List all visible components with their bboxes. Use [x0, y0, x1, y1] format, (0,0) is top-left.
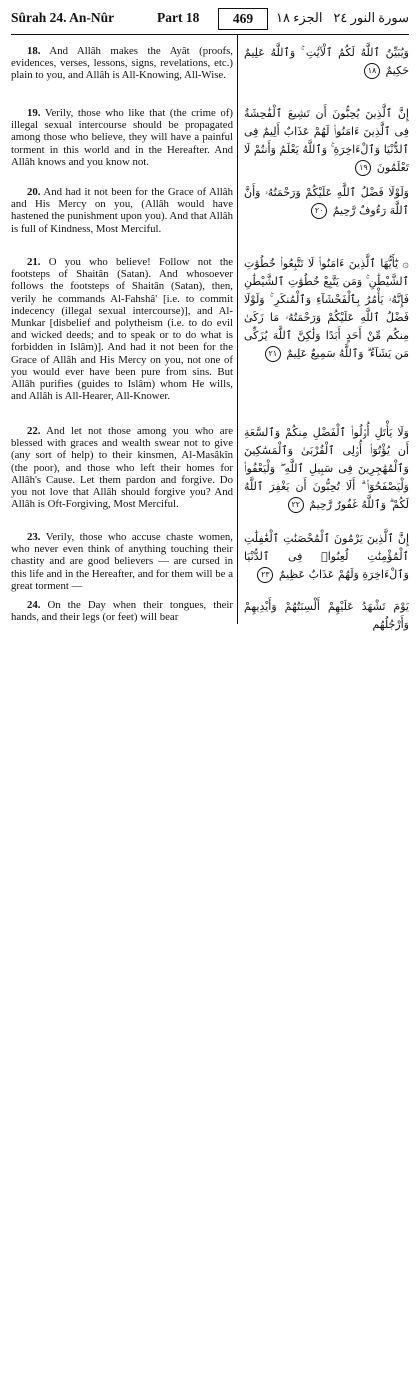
arabic-text: وَلَا يَأْتَلِ أُو۟لُوا۟ ٱلْفَضْلِ مِنكُمْ وَٱلسَّعَةِ أَن يُؤْتُوٓا۟ أُو۟لِى ٱلْقُرْبَىٰ وَٱلْمَسَٰكِينَ وَٱلْمُهَٰجِرِينَ فِى سَبِيلِ ٱللَّهِ ۖ وَلْيَعْفُوا۟ وَلْيَصْفَحُوٓا۟ ۗ أَلَا تُحِبُّونَ أَن يَغْفِرَ ٱللَّهُ لَكُمْ ۗ وَٱللَّهُ غَفُورٌ رَّحِيمٌ [244, 426, 409, 511]
arabic-text: وَيُبَيِّنُ ٱللَّهُ لَكُمُ ٱلْآيَٰتِ ۚ وَٱللَّهُ عَلِيمٌ حَكِيمٌ [244, 46, 409, 77]
verse-text: Verily, those who like that (the crime of) illegal sexual intercourse should be propagated among those who believe, they will have a painful torment in this world and in the Hereafter. And Allâh knows and you know not. [11, 107, 233, 168]
arabic-text: إِنَّ ٱلَّذِينَ يَرْمُونَ ٱلْمُحْصَنَٰتِ ٱلْغَٰفِلَٰتِ ٱلْمُؤْمِنَٰتِ لُعِنُوا۟ فِى ٱلدُّنْيَا وَٱلْءَاخِرَةِ وَلَهُمْ عَذَابٌ عَظِيمٌ [244, 532, 409, 581]
verse-19-arabic [244, 105, 409, 177]
verse-20-english [11, 186, 233, 235]
arabic-text: ۞ يَٰٓأَيُّهَا ٱلَّذِينَ ءَامَنُوا۟ لَا تَتَّبِعُوا۟ خُطُوَٰتِ ٱلشَّيْطَٰنِ ۚ وَمَن يَتَّبِعْ خُطُوَٰتِ ٱلشَّيْطَٰنِ فَإِنَّهُۥ يَأْمُرُ بِٱلْفَحْشَآءِ وَٱلْمُنكَرِ ۚ وَلَوْلَا فَضْلُ ٱللَّهِ عَلَيْكُمْ وَرَحْمَتُهُۥ مَا زَكَىٰ مِنكُم مِّنْ أَحَدٍ أَبَدًا وَلَٰكِنَّ ٱللَّهَ يُزَكِّى مَن يَشَآءُ ۗ وَٱللَّهُ سَمِيعٌ عَلِيمٌ [244, 257, 409, 360]
verse-23-arabic [244, 530, 409, 584]
verse-text: And had it not been for the Grace of Allâh and His Mercy on you, (Allâh would have hastened the punishment upon you). And that Allâh is full of Kindness, Most Merciful. [11, 186, 233, 235]
arabic-text: وَلَوْلَا فَضْلُ ٱللَّهِ عَلَيْكُمْ وَرَحْمَتُهُۥ وَأَنَّ ٱللَّهَ رَءُوفٌ رَّحِيمٌ [244, 186, 409, 217]
verse-24-english [11, 599, 233, 623]
verse-22-english [11, 425, 233, 510]
verse-text: On the Day when their tongues, their hands, and their legs (or feet) will bear [11, 599, 233, 624]
verse-19-english [11, 107, 233, 168]
part-label: Part 18 [157, 10, 200, 25]
juz-arabic: الجزء ١٨ [276, 10, 323, 25]
verse-20-arabic [244, 184, 409, 220]
verse-number: 21. [27, 256, 41, 268]
surah-title-arabic: سورة النور ٢٤ [333, 10, 409, 25]
column-divider [237, 34, 238, 624]
verse-18-arabic [244, 44, 409, 80]
surah-title: Sûrah 24. An-Nûr [11, 10, 115, 25]
verse-text: And Allâh makes the Ayât (proofs, evidences, verses, lessons, signs, revelations, etc.) plain to you, and Allâh is All-Knowing, All-Wise. [11, 45, 233, 82]
verse-24-arabic [244, 598, 409, 634]
ayah-marker: ٢١ [265, 346, 281, 362]
verse-21-arabic [244, 255, 409, 363]
page-number: 469 [218, 8, 268, 30]
verse-21-english [11, 256, 233, 402]
verse-22-arabic [244, 424, 409, 514]
verse-number: 20. [27, 186, 41, 198]
verse-text: And let not those among you who are blessed with graces and wealth swear not to give (any sort of help) to their kinsmen, Al-Masâkîn (the poor), and those who left their homes for Allâh's Cause. Let them pardon and forgive. Do you not love that Allâh should forgive you? And Allâh is Oft-Forgiving, Most Merciful. [11, 425, 233, 511]
ayah-marker: ٢٢ [288, 497, 304, 513]
ayah-marker: ١٨ [364, 63, 380, 79]
verse-number: 22. [27, 425, 41, 437]
verse-23-english [11, 531, 233, 592]
verse-text: Verily, those who accuse chaste women, who never even think of anything touching their chastity and are good believers — are cursed in this life and in the Hereafter, and for them will be a great torment — [11, 531, 233, 592]
page-header [11, 8, 409, 35]
verse-number: 18. [27, 45, 41, 57]
verse-number: 19. [27, 107, 41, 119]
verse-number: 24. [27, 599, 41, 611]
ayah-marker: ١٩ [355, 160, 371, 176]
verse-18-english [11, 45, 233, 82]
ayah-marker: ٢٠ [311, 203, 327, 219]
verse-text: O you who believe! Follow not the footsteps of Shaitân (Satan). And whosoever follows the footsteps of Shaitân (Satan), then, verily he commands Al-Fahshâ' [i.e. to commit indecency (illegal sexual intercourse)], and Al-Munkar [disbelief and polytheism (i.e. to do evil and wicked deeds; and to speak or to do what is forbidden in Islâm)]. And had it not been for the Grace of Allâh and His Mercy on you, not one of you would ever have been pure from sins. But Allâh purifies (guides to Islâm) whom He wills, and Allâh is All-Hearer, All-Knower. [11, 256, 234, 403]
ayah-marker: ٢٣ [257, 567, 273, 583]
verse-number: 23. [27, 531, 41, 543]
arabic-text: إِنَّ ٱلَّذِينَ يُحِبُّونَ أَن تَشِيعَ ٱلْفَٰحِشَةُ فِى ٱلَّذِينَ ءَامَنُوا۟ لَهُمْ عَذَابٌ أَلِيمٌ فِى ٱلدُّنْيَا وَٱلْءَاخِرَةِ ۚ وَٱللَّهُ يَعْلَمُ وَأَنتُمْ لَا تَعْلَمُونَ [244, 107, 409, 174]
arabic-text: يَوْمَ تَشْهَدُ عَلَيْهِمْ أَلْسِنَتُهُمْ وَأَيْدِيهِمْ وَأَرْجُلُهُم [244, 600, 409, 631]
